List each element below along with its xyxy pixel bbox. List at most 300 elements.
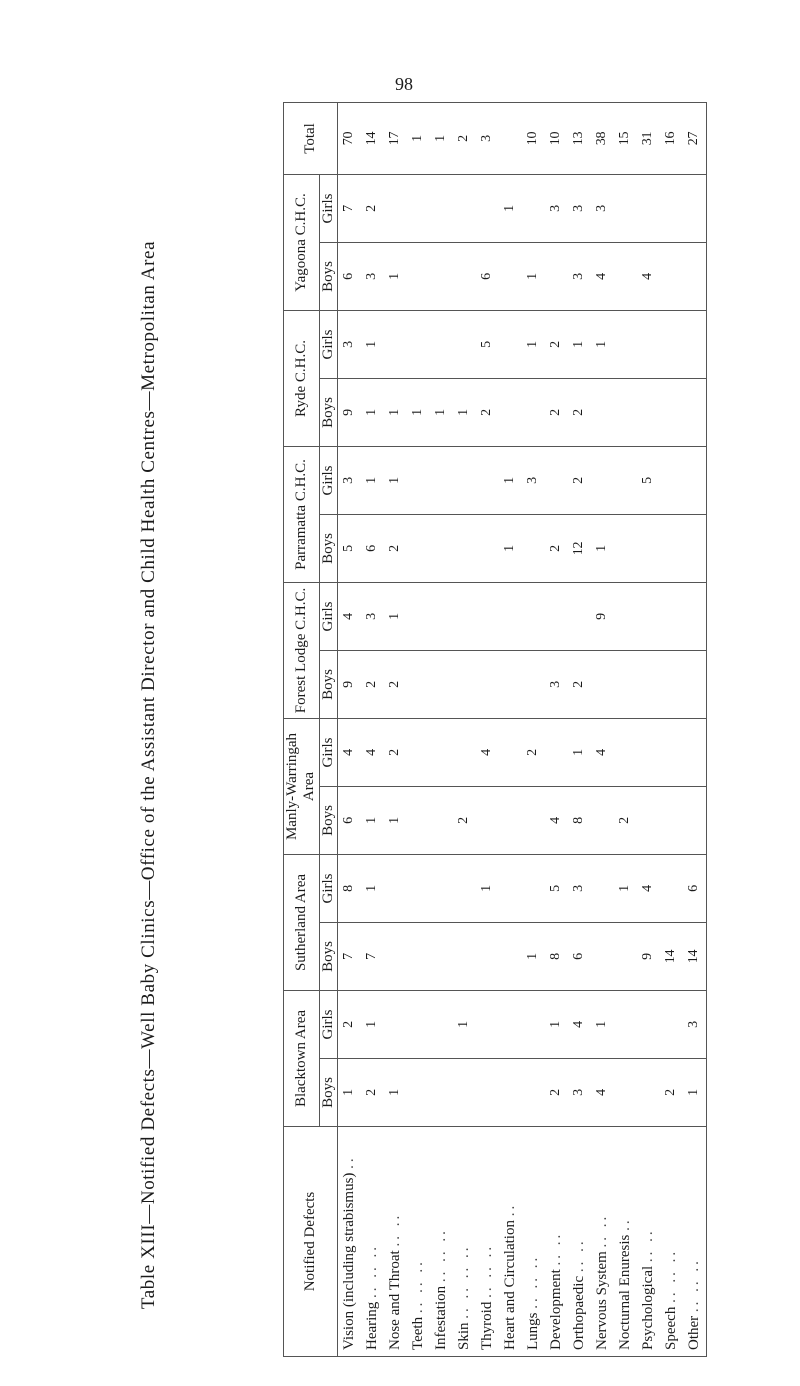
boys-count-cell: 4 <box>591 1059 614 1127</box>
boys-count-cell <box>522 651 545 719</box>
boys-count-cell: 1 <box>337 1059 361 1127</box>
boys-count-cell <box>476 1059 499 1127</box>
total-header: Total <box>284 102 338 174</box>
leader-dots: .. <box>616 1217 633 1231</box>
boys-count-cell <box>407 651 430 719</box>
leader-dots: .. .. .. <box>524 1254 541 1309</box>
table-row <box>637 102 660 1356</box>
leader-dots: .. .. .. <box>432 1228 449 1283</box>
defect-name: Development <box>547 1269 564 1350</box>
total-count-cell: 2 <box>453 102 476 174</box>
boys-count-cell <box>637 787 660 855</box>
girls-count-cell: 3 <box>337 446 361 514</box>
boys-count-cell: 2 <box>545 378 568 446</box>
boys-count-cell: 4 <box>591 242 614 310</box>
girls-count-cell: 1 <box>499 446 522 514</box>
boys-count-cell <box>430 242 453 310</box>
boys-count-cell <box>522 1059 545 1127</box>
boys-count-cell: 1 <box>361 378 384 446</box>
boys-count-cell <box>384 923 407 991</box>
defect-name: Nocturnal Enuresis <box>616 1234 633 1350</box>
boys-count-cell: 1 <box>361 787 384 855</box>
boys-count-cell: 2 <box>660 1059 683 1127</box>
girls-count-cell <box>660 310 683 378</box>
boys-count-cell <box>545 242 568 310</box>
table-row <box>660 102 683 1356</box>
girls-header: Girls <box>319 446 337 514</box>
girls-count-cell <box>499 719 522 787</box>
girls-count-cell: 1 <box>384 446 407 514</box>
boys-count-cell: 2 <box>545 514 568 582</box>
defect-label-cell <box>361 1127 384 1357</box>
boys-count-cell: 9 <box>337 651 361 719</box>
boys-count-cell <box>522 514 545 582</box>
leader-dots: .. .. <box>593 1213 610 1248</box>
girls-count-cell: 1 <box>568 310 591 378</box>
boys-count-cell: 9 <box>337 378 361 446</box>
boys-count-cell: 1 <box>384 787 407 855</box>
girls-count-cell <box>407 855 430 923</box>
girls-header: Girls <box>319 855 337 923</box>
girls-header: Girls <box>319 991 337 1059</box>
boys-count-cell: 14 <box>683 923 707 991</box>
girls-count-cell <box>683 174 707 242</box>
total-count-cell: 1 <box>430 102 453 174</box>
girls-count-cell <box>614 719 637 787</box>
girls-count-cell <box>545 719 568 787</box>
boys-count-cell <box>614 514 637 582</box>
girls-count-cell <box>453 310 476 378</box>
girls-count-cell <box>453 719 476 787</box>
table-row <box>407 102 430 1356</box>
boys-count-cell: 2 <box>361 651 384 719</box>
total-count-cell: 14 <box>361 102 384 174</box>
leader-dots: .. .. .. <box>685 1258 702 1313</box>
girls-count-cell <box>637 174 660 242</box>
defect-name: Heart and Circulation <box>501 1220 518 1350</box>
defect-label-cell <box>660 1127 683 1357</box>
girls-count-cell: 4 <box>568 991 591 1059</box>
girls-header: Girls <box>319 174 337 242</box>
defect-label-cell <box>453 1127 476 1357</box>
boys-count-cell <box>637 514 660 582</box>
girls-count-cell: 1 <box>591 991 614 1059</box>
area-header-parramatta: Parramatta C.H.C. <box>284 446 320 582</box>
girls-count-cell <box>614 991 637 1059</box>
boys-header: Boys <box>319 923 337 991</box>
boys-count-cell <box>660 514 683 582</box>
defect-name: Vision (including strabismus) <box>340 1172 357 1350</box>
boys-header: Boys <box>319 378 337 446</box>
girls-count-cell: 2 <box>384 719 407 787</box>
girls-count-cell <box>453 446 476 514</box>
boys-count-cell: 6 <box>568 923 591 991</box>
girls-count-cell: 3 <box>522 446 545 514</box>
defect-name: Other <box>685 1315 702 1350</box>
defect-name: Nervous System <box>593 1251 610 1350</box>
boys-count-cell <box>591 651 614 719</box>
girls-count-cell: 2 <box>337 991 361 1059</box>
girls-count-cell <box>660 719 683 787</box>
girls-count-cell: 5 <box>476 310 499 378</box>
boys-count-cell: 3 <box>545 651 568 719</box>
boys-count-cell <box>430 514 453 582</box>
girls-count-cell: 2 <box>545 310 568 378</box>
girls-count-cell: 9 <box>591 582 614 650</box>
boys-count-cell <box>614 378 637 446</box>
boys-count-cell <box>614 923 637 991</box>
boys-count-cell <box>476 514 499 582</box>
girls-count-cell <box>637 719 660 787</box>
defect-label-cell <box>568 1127 591 1357</box>
total-count-cell: 17 <box>384 102 407 174</box>
area-header-manly-warringah: Manly-Warringah Area <box>284 719 320 855</box>
total-count-cell: 16 <box>660 102 683 174</box>
boys-count-cell <box>476 923 499 991</box>
boys-count-cell: 6 <box>337 787 361 855</box>
boys-count-cell <box>683 378 707 446</box>
girls-count-cell: 6 <box>683 855 707 923</box>
boys-count-cell <box>499 1059 522 1127</box>
boys-count-cell <box>591 378 614 446</box>
boys-count-cell <box>660 242 683 310</box>
girls-count-cell <box>453 174 476 242</box>
girls-count-cell <box>660 446 683 514</box>
defect-label-cell <box>384 1127 407 1357</box>
boys-count-cell: 7 <box>361 923 384 991</box>
girls-count-cell <box>522 855 545 923</box>
boys-count-cell <box>407 242 430 310</box>
girls-count-cell: 1 <box>361 991 384 1059</box>
girls-count-cell <box>683 446 707 514</box>
girls-count-cell: 4 <box>361 719 384 787</box>
girls-count-cell: 4 <box>637 855 660 923</box>
girls-count-cell <box>499 582 522 650</box>
girls-count-cell: 4 <box>476 719 499 787</box>
boys-count-cell: 2 <box>545 1059 568 1127</box>
boys-count-cell <box>683 787 707 855</box>
girls-count-cell: 4 <box>337 719 361 787</box>
girls-count-cell: 2 <box>361 174 384 242</box>
boys-header: Boys <box>319 1059 337 1127</box>
girls-count-cell <box>614 310 637 378</box>
table-row <box>568 102 591 1356</box>
total-count-cell: 15 <box>614 102 637 174</box>
boys-count-cell: 2 <box>476 378 499 446</box>
boys-header: Boys <box>319 651 337 719</box>
boys-count-cell <box>407 1059 430 1127</box>
girls-count-cell <box>384 991 407 1059</box>
girls-count-cell <box>614 446 637 514</box>
girls-count-cell <box>384 855 407 923</box>
girls-count-cell <box>453 582 476 650</box>
boys-count-cell: 3 <box>568 1059 591 1127</box>
area-header-blacktown: Blacktown Area <box>284 991 320 1127</box>
boys-count-cell: 1 <box>384 1059 407 1127</box>
boys-count-cell: 9 <box>637 923 660 991</box>
table-row <box>614 102 637 1356</box>
leader-dots: .. .. .. <box>363 1243 380 1298</box>
table-body <box>337 102 706 1356</box>
girls-count-cell: 1 <box>361 446 384 514</box>
leader-dots: .. <box>501 1202 518 1217</box>
defect-label-cell <box>522 1127 545 1357</box>
boys-count-cell <box>683 514 707 582</box>
table-row <box>522 102 545 1356</box>
boys-count-cell <box>476 651 499 719</box>
girls-count-cell: 2 <box>568 446 591 514</box>
girls-count-cell <box>407 582 430 650</box>
boys-count-cell <box>453 1059 476 1127</box>
boys-count-cell: 1 <box>522 242 545 310</box>
girls-count-cell <box>407 310 430 378</box>
leader-dots: .. .. <box>547 1231 564 1266</box>
boys-count-cell <box>407 923 430 991</box>
boys-count-cell: 4 <box>545 787 568 855</box>
boys-header: Boys <box>319 514 337 582</box>
table-row <box>337 102 361 1356</box>
boys-count-cell <box>453 514 476 582</box>
boys-count-cell <box>430 1059 453 1127</box>
defect-name: Lungs <box>524 1312 541 1350</box>
girls-count-cell <box>430 174 453 242</box>
girls-count-cell <box>476 174 499 242</box>
boys-count-cell: 6 <box>337 242 361 310</box>
boys-count-cell <box>637 651 660 719</box>
area-header-yagoona: Yagoona C.H.C. <box>284 174 320 310</box>
girls-count-cell: 1 <box>614 855 637 923</box>
girls-count-cell <box>614 582 637 650</box>
girls-count-cell <box>591 855 614 923</box>
page-number: 98 <box>395 74 413 94</box>
total-count-cell <box>499 102 522 174</box>
defect-name: Hearing <box>363 1301 380 1350</box>
defect-name: Psychological <box>639 1265 656 1350</box>
table-row <box>453 102 476 1356</box>
defect-name: Speech <box>662 1306 679 1350</box>
leader-dots: .. .. <box>386 1212 403 1247</box>
girls-count-cell: 1 <box>476 855 499 923</box>
boys-count-cell: 7 <box>337 923 361 991</box>
girls-count-cell <box>545 582 568 650</box>
girls-count-cell <box>430 446 453 514</box>
boys-count-cell <box>660 651 683 719</box>
girls-count-cell <box>430 582 453 650</box>
defect-label-cell <box>614 1127 637 1357</box>
boys-count-cell <box>476 787 499 855</box>
girls-count-cell <box>384 310 407 378</box>
boys-count-cell: 1 <box>407 378 430 446</box>
table-row <box>476 102 499 1356</box>
boys-count-cell <box>637 1059 660 1127</box>
boys-header: Boys <box>319 787 337 855</box>
boys-count-cell: 2 <box>568 651 591 719</box>
girls-header: Girls <box>319 719 337 787</box>
defect-name: Thyroid <box>478 1301 495 1350</box>
defect-name: Nose and Throat <box>386 1250 403 1350</box>
girls-count-cell <box>660 174 683 242</box>
boys-count-cell <box>683 651 707 719</box>
boys-count-cell <box>453 242 476 310</box>
table-row <box>384 102 407 1356</box>
girls-count-cell <box>384 174 407 242</box>
girls-count-cell: 3 <box>545 174 568 242</box>
defect-label-cell <box>337 1127 361 1357</box>
boys-count-cell <box>499 378 522 446</box>
boys-count-cell <box>499 651 522 719</box>
leader-dots: .. .. <box>570 1238 587 1273</box>
boys-count-cell: 2 <box>568 378 591 446</box>
boys-count-cell <box>453 651 476 719</box>
girls-count-cell: 5 <box>637 446 660 514</box>
table-row <box>361 102 384 1356</box>
boys-count-cell: 14 <box>660 923 683 991</box>
boys-count-cell <box>430 787 453 855</box>
girls-count-cell <box>453 855 476 923</box>
total-count-cell: 3 <box>476 102 499 174</box>
leader-dots: .. .. .. .. <box>455 1244 472 1319</box>
defect-name: Skin <box>455 1322 472 1350</box>
total-count-cell: 70 <box>337 102 361 174</box>
girls-count-cell: 1 <box>384 582 407 650</box>
girls-count-cell: 3 <box>361 582 384 650</box>
girls-count-cell <box>683 719 707 787</box>
leader-dots: .. .. .. <box>662 1248 679 1303</box>
notified-defects-header: Notified Defects <box>284 1127 338 1357</box>
boys-count-cell <box>499 242 522 310</box>
girls-count-cell <box>476 991 499 1059</box>
girls-count-cell <box>660 582 683 650</box>
boys-count-cell: 1 <box>522 923 545 991</box>
girls-count-cell <box>499 991 522 1059</box>
boys-header: Boys <box>319 242 337 310</box>
total-count-cell: 1 <box>407 102 430 174</box>
table-row <box>545 102 568 1356</box>
boys-count-cell <box>683 242 707 310</box>
girls-count-cell: 1 <box>361 310 384 378</box>
girls-count-cell <box>591 446 614 514</box>
girls-count-cell: 5 <box>545 855 568 923</box>
girls-count-cell: 3 <box>591 174 614 242</box>
boys-count-cell: 1 <box>430 378 453 446</box>
boys-count-cell <box>660 378 683 446</box>
boys-count-cell <box>522 787 545 855</box>
table-title: Table XIII—Notified Defects—Well Baby Clinics—Office of the Assistant Director and Child Health Centres—Metropolitan Area <box>138 240 159 1310</box>
girls-count-cell <box>430 310 453 378</box>
girls-count-cell: 3 <box>568 174 591 242</box>
girls-header: Girls <box>319 582 337 650</box>
leader-dots: .. .. .. <box>478 1243 495 1298</box>
boys-count-cell <box>660 787 683 855</box>
total-count-cell: 38 <box>591 102 614 174</box>
girls-count-cell <box>683 310 707 378</box>
boys-count-cell <box>430 923 453 991</box>
girls-count-cell <box>407 991 430 1059</box>
leader-dots: .. <box>340 1155 357 1169</box>
boys-count-cell <box>453 923 476 991</box>
header-row-areas <box>284 102 320 1356</box>
boys-count-cell <box>499 787 522 855</box>
girls-count-cell <box>545 446 568 514</box>
girls-count-cell: 2 <box>522 719 545 787</box>
boys-count-cell: 3 <box>568 242 591 310</box>
girls-count-cell <box>568 582 591 650</box>
leader-dots: .. .. <box>639 1228 656 1263</box>
defect-label-cell <box>683 1127 707 1357</box>
girls-count-cell: 1 <box>453 991 476 1059</box>
boys-count-cell: 1 <box>384 242 407 310</box>
girls-count-cell: 7 <box>337 174 361 242</box>
table-row <box>683 102 707 1356</box>
area-header-ryde: Ryde C.H.C. <box>284 310 320 446</box>
boys-count-cell <box>614 242 637 310</box>
boys-count-cell <box>430 651 453 719</box>
boys-count-cell <box>407 514 430 582</box>
girls-count-cell: 1 <box>361 855 384 923</box>
defect-label-cell <box>591 1127 614 1357</box>
girls-count-cell <box>637 582 660 650</box>
girls-count-cell: 1 <box>545 991 568 1059</box>
defect-label-cell <box>407 1127 430 1357</box>
total-count-cell: 13 <box>568 102 591 174</box>
girls-count-cell: 1 <box>522 310 545 378</box>
table-row <box>591 102 614 1356</box>
table-row <box>430 102 453 1356</box>
boys-count-cell: 6 <box>476 242 499 310</box>
defects-table <box>283 102 707 1357</box>
boys-count-cell <box>591 787 614 855</box>
girls-count-cell: 4 <box>337 582 361 650</box>
boys-count-cell: 1 <box>384 378 407 446</box>
girls-count-cell: 1 <box>568 719 591 787</box>
girls-count-cell <box>522 582 545 650</box>
girls-header: Girls <box>319 310 337 378</box>
girls-count-cell: 3 <box>337 310 361 378</box>
girls-count-cell <box>637 310 660 378</box>
total-count-cell: 27 <box>683 102 707 174</box>
defect-label-cell <box>430 1127 453 1357</box>
area-header-sutherland: Sutherland Area <box>284 855 320 991</box>
defect-name: Orthopaedic <box>570 1275 587 1350</box>
boys-count-cell: 6 <box>361 514 384 582</box>
girls-count-cell <box>614 174 637 242</box>
girls-count-cell: 8 <box>337 855 361 923</box>
boys-count-cell: 1 <box>499 514 522 582</box>
boys-count-cell: 1 <box>683 1059 707 1127</box>
leader-dots: .. .. .. <box>409 1259 426 1314</box>
boys-count-cell <box>637 378 660 446</box>
girls-count-cell: 4 <box>591 719 614 787</box>
girls-count-cell <box>430 719 453 787</box>
total-count-cell: 31 <box>637 102 660 174</box>
total-count-cell: 10 <box>545 102 568 174</box>
girls-count-cell <box>476 446 499 514</box>
table-row <box>499 102 522 1356</box>
girls-count-cell <box>407 446 430 514</box>
girls-count-cell <box>522 991 545 1059</box>
girls-count-cell: 1 <box>591 310 614 378</box>
girls-count-cell <box>407 719 430 787</box>
girls-count-cell <box>499 855 522 923</box>
boys-count-cell: 8 <box>568 787 591 855</box>
girls-count-cell <box>476 582 499 650</box>
boys-count-cell: 1 <box>453 378 476 446</box>
boys-count-cell: 2 <box>384 514 407 582</box>
girls-count-cell <box>407 174 430 242</box>
boys-count-cell: 8 <box>545 923 568 991</box>
girls-count-cell <box>683 582 707 650</box>
girls-count-cell <box>637 991 660 1059</box>
